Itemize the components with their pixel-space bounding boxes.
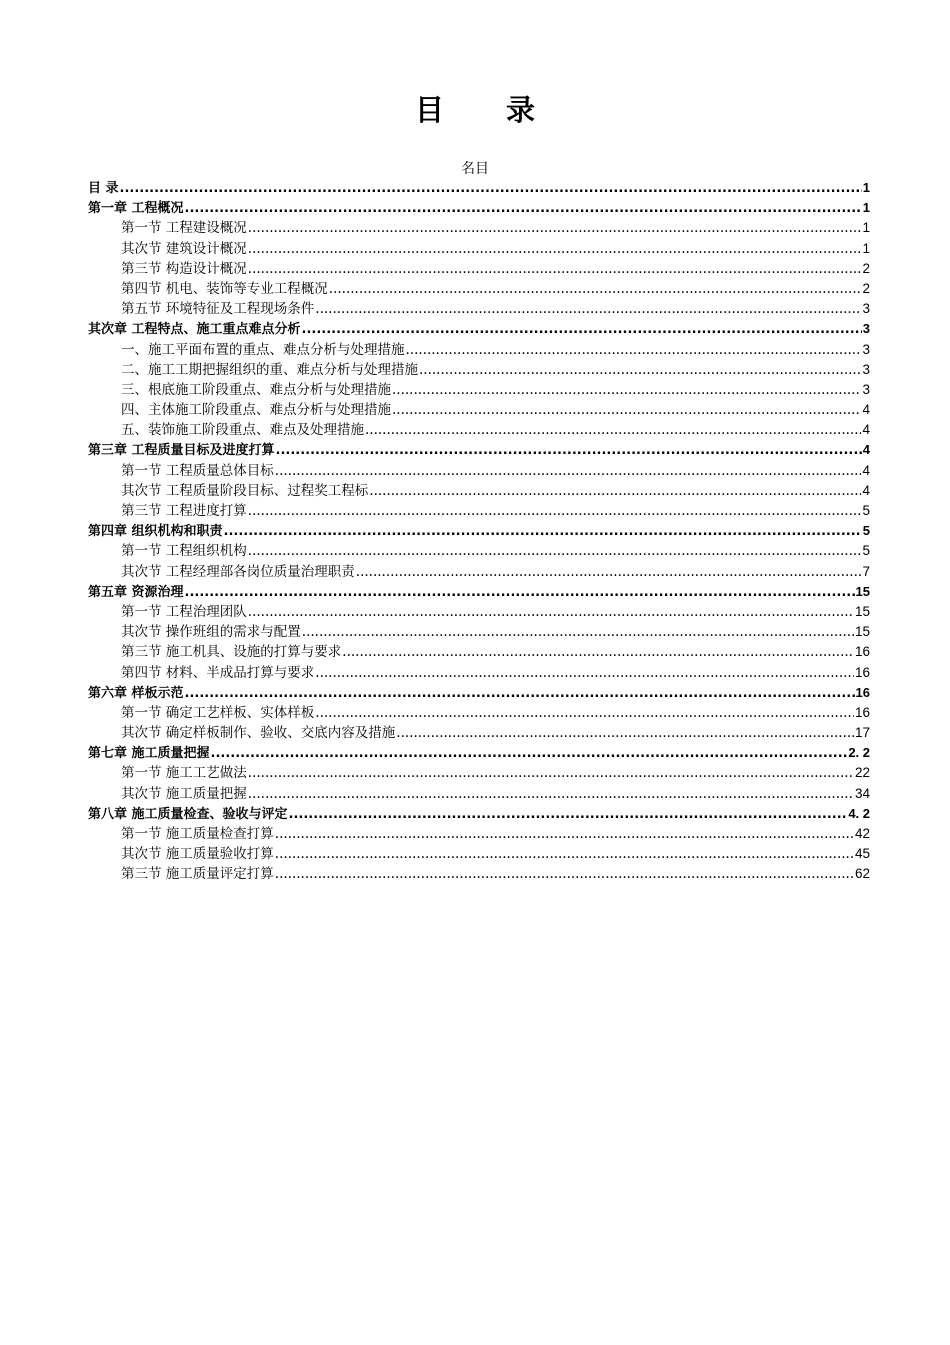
- toc-page-number: 16: [854, 704, 870, 720]
- toc-page-number: 2: [862, 260, 870, 276]
- toc-page-number: 15: [854, 624, 870, 640]
- toc-entry-title: 其次节 施工质量验收打算: [121, 846, 274, 863]
- toc-section-entry[interactable]: [88, 380, 870, 400]
- toc-dot-leader: [396, 723, 854, 743]
- toc-section-entry[interactable]: [88, 663, 870, 683]
- toc-entry-title: 第七章 施工质量把握: [88, 746, 210, 762]
- toc-chapter-entry[interactable]: [88, 440, 870, 460]
- toc-dot-leader: [248, 541, 862, 561]
- toc-section-entry[interactable]: [88, 461, 870, 481]
- toc-chapter-entry[interactable]: [88, 582, 870, 602]
- toc-chapter-entry[interactable]: [88, 319, 870, 339]
- toc-dot-leader: [356, 562, 862, 582]
- toc-dot-leader: [392, 380, 861, 400]
- toc-entry-title: 其次节 施工质量把握: [121, 785, 247, 802]
- toc-section-entry[interactable]: [88, 279, 870, 299]
- toc-page-number: 42: [854, 826, 870, 841]
- toc-section-entry[interactable]: [88, 602, 870, 622]
- toc-dot-leader: [392, 400, 861, 420]
- toc-section-entry[interactable]: [88, 784, 870, 804]
- toc-entry-title: 第三节 工程进度打算: [121, 503, 247, 519]
- toc-page-number: 3: [862, 301, 870, 317]
- toc-page-number: 2: [862, 280, 870, 296]
- toc-entry-title: 二、施工工期把握组织的重、难点分析与处理措施: [121, 361, 418, 378]
- toc-section-entry[interactable]: [88, 400, 870, 420]
- toc-dot-leader: [275, 844, 854, 864]
- toc-chapter-entry[interactable]: [88, 683, 870, 703]
- toc-dot-leader: [185, 583, 855, 603]
- toc-dot-leader: [248, 218, 862, 238]
- toc-dot-leader: [248, 784, 854, 804]
- toc-dot-leader: [211, 744, 848, 764]
- toc-entry-title: 第三节 施工质量评定打算: [121, 866, 274, 883]
- toc-section-entry[interactable]: [88, 622, 870, 642]
- toc-subtitle: 名目: [461, 161, 489, 177]
- toc-page-number: 4: [862, 402, 870, 418]
- toc-entry-title: 其次章 工程特点、施工重点难点分析: [88, 322, 301, 338]
- toc-entry-title: 第一节 确定工艺样板、实体样板: [121, 704, 315, 721]
- toc-page-number: 5: [862, 543, 870, 559]
- toc-entry-title: 四、主体施工阶段重点、难点分析与处理措施: [121, 402, 391, 419]
- toc-section-entry[interactable]: [88, 340, 870, 360]
- toc-entry-title: 第一节 工程治理团队: [121, 603, 247, 620]
- toc-page-number: 1: [862, 180, 870, 195]
- toc-page-number: 62: [854, 866, 870, 882]
- toc-page-number: 1: [862, 220, 870, 236]
- toc-dot-leader: [302, 622, 854, 642]
- toc-page-number: 34: [854, 785, 870, 801]
- toc-entry-title: 第四节 材料、半成品打算与要求: [121, 664, 315, 681]
- toc-chapter-entry[interactable]: [88, 521, 870, 541]
- toc-dot-leader: [419, 360, 861, 380]
- toc-dot-leader: [275, 824, 854, 844]
- toc-dot-leader: [315, 663, 854, 683]
- toc-dot-leader: [315, 703, 854, 723]
- toc-dot-leader: [365, 420, 861, 440]
- toc-section-entry[interactable]: [88, 562, 870, 582]
- toc-dot-leader: [315, 299, 861, 319]
- toc-chapter-entry[interactable]: [88, 198, 870, 218]
- toc-entry-title: 第三节 构造设计概况: [121, 260, 247, 277]
- toc-entry-title: 第一章 工程概况: [88, 201, 184, 217]
- toc-entry-title: 第一节 工程建设概况: [121, 220, 247, 237]
- table-of-contents: [88, 178, 870, 885]
- toc-page-number: 3: [862, 361, 870, 377]
- toc-dot-leader: [248, 259, 862, 279]
- toc-section-entry[interactable]: [88, 864, 870, 884]
- toc-section-entry[interactable]: [88, 420, 870, 440]
- toc-entry-title: 第四节 机电、装饰等专业工程概况: [121, 280, 328, 297]
- toc-section-entry[interactable]: [88, 239, 870, 259]
- toc-entry-title: 第一节 工程组织机构: [121, 543, 247, 560]
- toc-page-number: 4: [862, 482, 870, 498]
- toc-entry-title: 其次节 确定样板制作、验收、交底内容及措施: [121, 725, 396, 742]
- toc-chapter-entry[interactable]: [88, 804, 870, 824]
- toc-entry-title: 第一节 施工质量检查打算: [121, 826, 274, 842]
- toc-entry-title: 一、施工平面布置的重点、难点分析与处理措施: [121, 341, 405, 358]
- toc-page-number: 3: [862, 341, 870, 357]
- toc-entry-title: 第八章 施工质量检查、验收与评定: [88, 806, 288, 822]
- toc-section-entry[interactable]: [88, 259, 870, 279]
- toc-dot-leader: [185, 684, 855, 704]
- toc-entry-title: 第三章 工程质量目标及进度打算: [88, 443, 275, 459]
- toc-section-entry[interactable]: [88, 703, 870, 723]
- toc-entry-title: 第四章 组织机构和职责: [88, 524, 223, 540]
- toc-dot-leader: [248, 501, 862, 521]
- toc-dot-leader: [120, 179, 862, 199]
- toc-page-number: 16: [855, 684, 870, 700]
- toc-section-entry[interactable]: [88, 723, 870, 743]
- toc-dot-leader: [248, 602, 854, 622]
- toc-page-number: 4: [862, 462, 870, 478]
- toc-section-entry[interactable]: [88, 763, 870, 783]
- toc-page-number: 2. 2: [848, 745, 870, 761]
- toc-dot-leader: [248, 239, 862, 259]
- toc-page-number: 1: [862, 240, 870, 256]
- toc-page-number: 7: [862, 563, 870, 579]
- page-title: 目 录: [414, 93, 562, 127]
- toc-dot-leader: [224, 522, 862, 542]
- toc-page-number: 16: [854, 664, 870, 680]
- toc-dot-leader: [406, 340, 862, 360]
- toc-dot-leader: [275, 864, 854, 884]
- toc-entry-title: 第六章 样板示范: [88, 685, 184, 701]
- toc-page-number: 22: [854, 765, 870, 781]
- toc-section-entry[interactable]: [88, 824, 870, 844]
- toc-page-number: 5: [862, 503, 870, 518]
- toc-entry-title: 五、装饰施工阶段重点、难点及处理措施: [121, 422, 364, 439]
- toc-page-number: 4: [862, 422, 870, 438]
- toc-dot-leader: [329, 279, 862, 299]
- toc-dot-leader: [289, 805, 848, 825]
- toc-dot-leader: [369, 481, 861, 501]
- toc-entry-title: 第三节 施工机具、设施的打算与要求: [121, 644, 342, 661]
- toc-page-number: 16: [854, 644, 870, 660]
- toc-section-entry[interactable]: [88, 360, 870, 380]
- toc-dot-leader: [248, 763, 854, 783]
- toc-entry-title: 第一节 施工工艺做法: [121, 765, 247, 782]
- toc-entry-title: 三、根底施工阶段重点、难点分析与处理措施: [121, 381, 391, 398]
- toc-entry-title: 第五章 资源治理: [88, 584, 184, 600]
- toc-chapter-entry[interactable]: [88, 743, 870, 763]
- toc-entry-title: 目 录: [88, 181, 119, 196]
- toc-section-entry[interactable]: [88, 299, 870, 319]
- toc-page-number: 15: [855, 583, 870, 599]
- toc-entry-title: 第一节 工程质量总体目标: [121, 462, 274, 479]
- toc-page-number: 4: [862, 442, 870, 458]
- toc-dot-leader: [276, 441, 862, 461]
- toc-dot-leader: [185, 199, 862, 219]
- toc-section-entry[interactable]: [88, 481, 870, 501]
- toc-dot-leader: [342, 642, 854, 662]
- toc-entry-title: 其次节 建筑设计概况: [121, 240, 247, 257]
- toc-section-entry[interactable]: [88, 844, 870, 864]
- toc-entry-title: 其次节 工程经理部各岗位质量治理职责: [121, 563, 355, 580]
- toc-dot-leader: [302, 320, 862, 340]
- toc-page-number: 4. 2: [848, 805, 870, 821]
- toc-section-entry[interactable]: [88, 218, 870, 238]
- toc-page-number: 15: [854, 603, 870, 619]
- toc-page-number: 17: [854, 725, 870, 741]
- toc-page-number: 3: [862, 381, 870, 397]
- toc-section-entry[interactable]: [88, 642, 870, 662]
- toc-entry-title: 其次节 工程质量阶段目标、过程奖工程标: [121, 482, 369, 499]
- toc-chapter-entry[interactable]: [88, 178, 870, 198]
- toc-entry-title: 第五节 环境特征及工程现场条件: [121, 301, 315, 318]
- toc-entry-title: 其次节 操作班组的需求与配置: [121, 624, 301, 641]
- toc-section-entry[interactable]: [88, 541, 870, 561]
- toc-page-number: 5: [862, 523, 870, 539]
- toc-section-entry[interactable]: [88, 501, 870, 521]
- toc-page-number: 3: [862, 321, 870, 337]
- toc-dot-leader: [275, 461, 862, 481]
- toc-page-number: 1: [862, 200, 870, 216]
- toc-page-number: 45: [854, 846, 870, 862]
